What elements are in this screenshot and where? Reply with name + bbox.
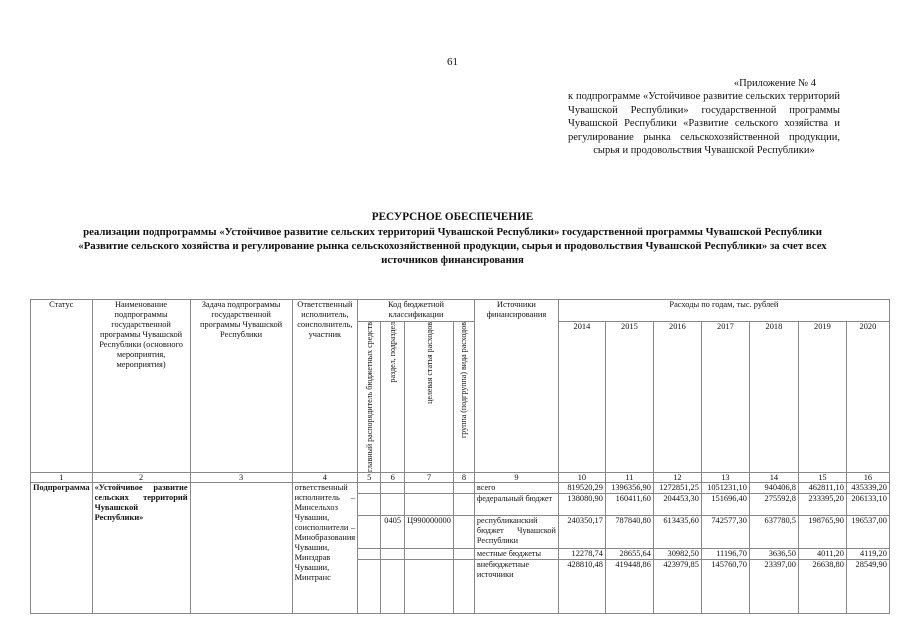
col-number: 9 xyxy=(474,472,558,482)
col-number: 8 xyxy=(453,472,474,482)
header-sources: Источники финансирования xyxy=(474,300,558,473)
cell-value: 613435,60 xyxy=(653,515,701,548)
header-year: 2017 xyxy=(701,322,749,473)
document-title: РЕСУРСНОЕ ОБЕСПЕЧЕНИЕ xyxy=(371,211,534,223)
col-number: 3 xyxy=(190,472,292,482)
cell-value: 275592,8 xyxy=(749,493,798,515)
cell-value: 28549,90 xyxy=(846,559,889,613)
cell-value: 1396356,90 xyxy=(605,482,653,493)
col-number: 2 xyxy=(92,472,190,482)
cell-value: 145760,70 xyxy=(701,559,749,613)
row-section: 0405 xyxy=(381,515,405,548)
row-grbs xyxy=(358,548,381,559)
row-executor: ответственный исполнитель – Минсельхоз Чувашии, соисполнители – Минобразования Чувашии, Минздрав Чувашии, Минтранс xyxy=(292,482,358,613)
cell-value: 160411,60 xyxy=(605,493,653,515)
cell-value: 198765,90 xyxy=(798,515,846,548)
col-number: 10 xyxy=(558,472,605,482)
cell-value: 4119,20 xyxy=(846,548,889,559)
resource-table xyxy=(30,299,890,614)
row-name: «Устойчивое развитие сельских территорий Чувашской Республики» xyxy=(92,482,190,613)
row-section xyxy=(381,548,405,559)
row-grbs xyxy=(358,482,381,493)
header-grbs: главный распорядитель бюджетных средств xyxy=(364,322,374,472)
col-number: 15 xyxy=(798,472,846,482)
row-group xyxy=(453,493,474,515)
row-group xyxy=(453,548,474,559)
cell-value: 742577,30 xyxy=(701,515,749,548)
cell-value: 138080,90 xyxy=(558,493,605,515)
row-section xyxy=(381,482,405,493)
header-grbs-cell xyxy=(358,322,381,473)
col-number: 1 xyxy=(31,472,93,482)
header-expenses: Расходы по годам, тыс. рублей xyxy=(558,300,889,322)
row-section xyxy=(381,559,405,613)
cell-value: 23397,00 xyxy=(749,559,798,613)
cell-value: 419448,86 xyxy=(605,559,653,613)
appendix-text: к подпрограмме «Устойчивое развитие сельских территорий Чувашской Республики» государственной программы Чувашской Республики «Развитие сельского хозяйства и регулирование рынка сельскохозяйственной продукции, сырья и продовольствия Чувашской Республики» xyxy=(568,91,840,157)
header-task: Задача подпрограммы государственной программы Чувашской Республики xyxy=(190,300,292,473)
cell-value: 1272851,25 xyxy=(653,482,701,493)
row-target xyxy=(405,559,454,613)
cell-value: 12278,74 xyxy=(558,548,605,559)
appendix-title: «Приложение № 4 xyxy=(733,78,816,89)
cell-value: 3636,50 xyxy=(749,548,798,559)
page-number: 61 xyxy=(447,56,458,68)
row-task xyxy=(190,482,292,613)
row-section xyxy=(381,493,405,515)
col-number: 11 xyxy=(605,472,653,482)
cell-value: 30982,50 xyxy=(653,548,701,559)
column-numbers-row xyxy=(31,472,890,482)
col-number: 7 xyxy=(405,472,454,482)
header-section: раздел, подраздел xyxy=(388,322,398,383)
header-group: группа (подгруппа) вида расходов xyxy=(459,322,469,439)
cell-value: 11196,70 xyxy=(701,548,749,559)
cell-value: 423979,85 xyxy=(653,559,701,613)
cell-value: 1051231,10 xyxy=(701,482,749,493)
cell-value: 4011,20 xyxy=(798,548,846,559)
header-target: целевая статья расходов xyxy=(424,322,434,404)
appendix-note xyxy=(568,77,840,157)
cell-value: 435339,20 xyxy=(846,482,889,493)
cell-value: 28655,64 xyxy=(605,548,653,559)
col-number: 12 xyxy=(653,472,701,482)
header-name: Наименование подпрограммы государственной программы Чувашской Республики (основного мероприятия, мероприятия) xyxy=(92,300,190,473)
header-budget-code: Код бюджетной классификации xyxy=(358,300,475,322)
cell-value: 637780,5 xyxy=(749,515,798,548)
cell-value: 233395,20 xyxy=(798,493,846,515)
cell-value: 26638,80 xyxy=(798,559,846,613)
document-heading xyxy=(60,210,845,267)
row-source: федеральный бюджет xyxy=(474,493,558,515)
row-group xyxy=(453,559,474,613)
header-executor: Ответственный исполнитель, соисполнитель, участник xyxy=(292,300,358,473)
cell-value: 240350,17 xyxy=(558,515,605,548)
row-group xyxy=(453,482,474,493)
row-group xyxy=(453,515,474,548)
row-source: республиканский бюджет Чувашской Республики xyxy=(474,515,558,548)
header-year: 2018 xyxy=(749,322,798,473)
table-row xyxy=(31,482,890,493)
row-target xyxy=(405,482,454,493)
header-year: 2015 xyxy=(605,322,653,473)
cell-value: 940406,8 xyxy=(749,482,798,493)
row-grbs xyxy=(358,515,381,548)
row-target xyxy=(405,548,454,559)
col-number: 14 xyxy=(749,472,798,482)
cell-value: 206133,10 xyxy=(846,493,889,515)
row-status: Подпрограмма xyxy=(31,482,93,613)
cell-value: 462811,10 xyxy=(798,482,846,493)
cell-value: 819520,29 xyxy=(558,482,605,493)
cell-value: 204453,30 xyxy=(653,493,701,515)
cell-value: 151696,40 xyxy=(701,493,749,515)
col-number: 13 xyxy=(701,472,749,482)
cell-value: 787840,80 xyxy=(605,515,653,548)
cell-value: 196537,00 xyxy=(846,515,889,548)
header-year: 2019 xyxy=(798,322,846,473)
col-number: 6 xyxy=(381,472,405,482)
header-year: 2016 xyxy=(653,322,701,473)
row-grbs xyxy=(358,493,381,515)
header-target-cell xyxy=(405,322,454,473)
row-grbs xyxy=(358,559,381,613)
cell-value: 428810,48 xyxy=(558,559,605,613)
header-year: 2014 xyxy=(558,322,605,473)
col-number: 4 xyxy=(292,472,358,482)
header-group-cell xyxy=(453,322,474,473)
header-status: Статус xyxy=(31,300,93,473)
row-target xyxy=(405,493,454,515)
header-year: 2020 xyxy=(846,322,889,473)
row-source: внебюджетные источники xyxy=(474,559,558,613)
row-source: всего xyxy=(474,482,558,493)
row-target: Ц990000000 xyxy=(405,515,454,548)
document-subtitle: реализации подпрограммы «Устойчивое развитие сельских территорий Чувашской Республики» государственной программы Чувашской Республики «Развитие сельского хозяйства и регулирование рынка сельскохозяйственной продукции, сырья и продовольствия Чувашской Республики» за счет всех источников финансирования xyxy=(78,226,827,266)
col-number: 16 xyxy=(846,472,889,482)
row-source: местные бюджеты xyxy=(474,548,558,559)
col-number: 5 xyxy=(358,472,381,482)
header-section-cell xyxy=(381,322,405,473)
